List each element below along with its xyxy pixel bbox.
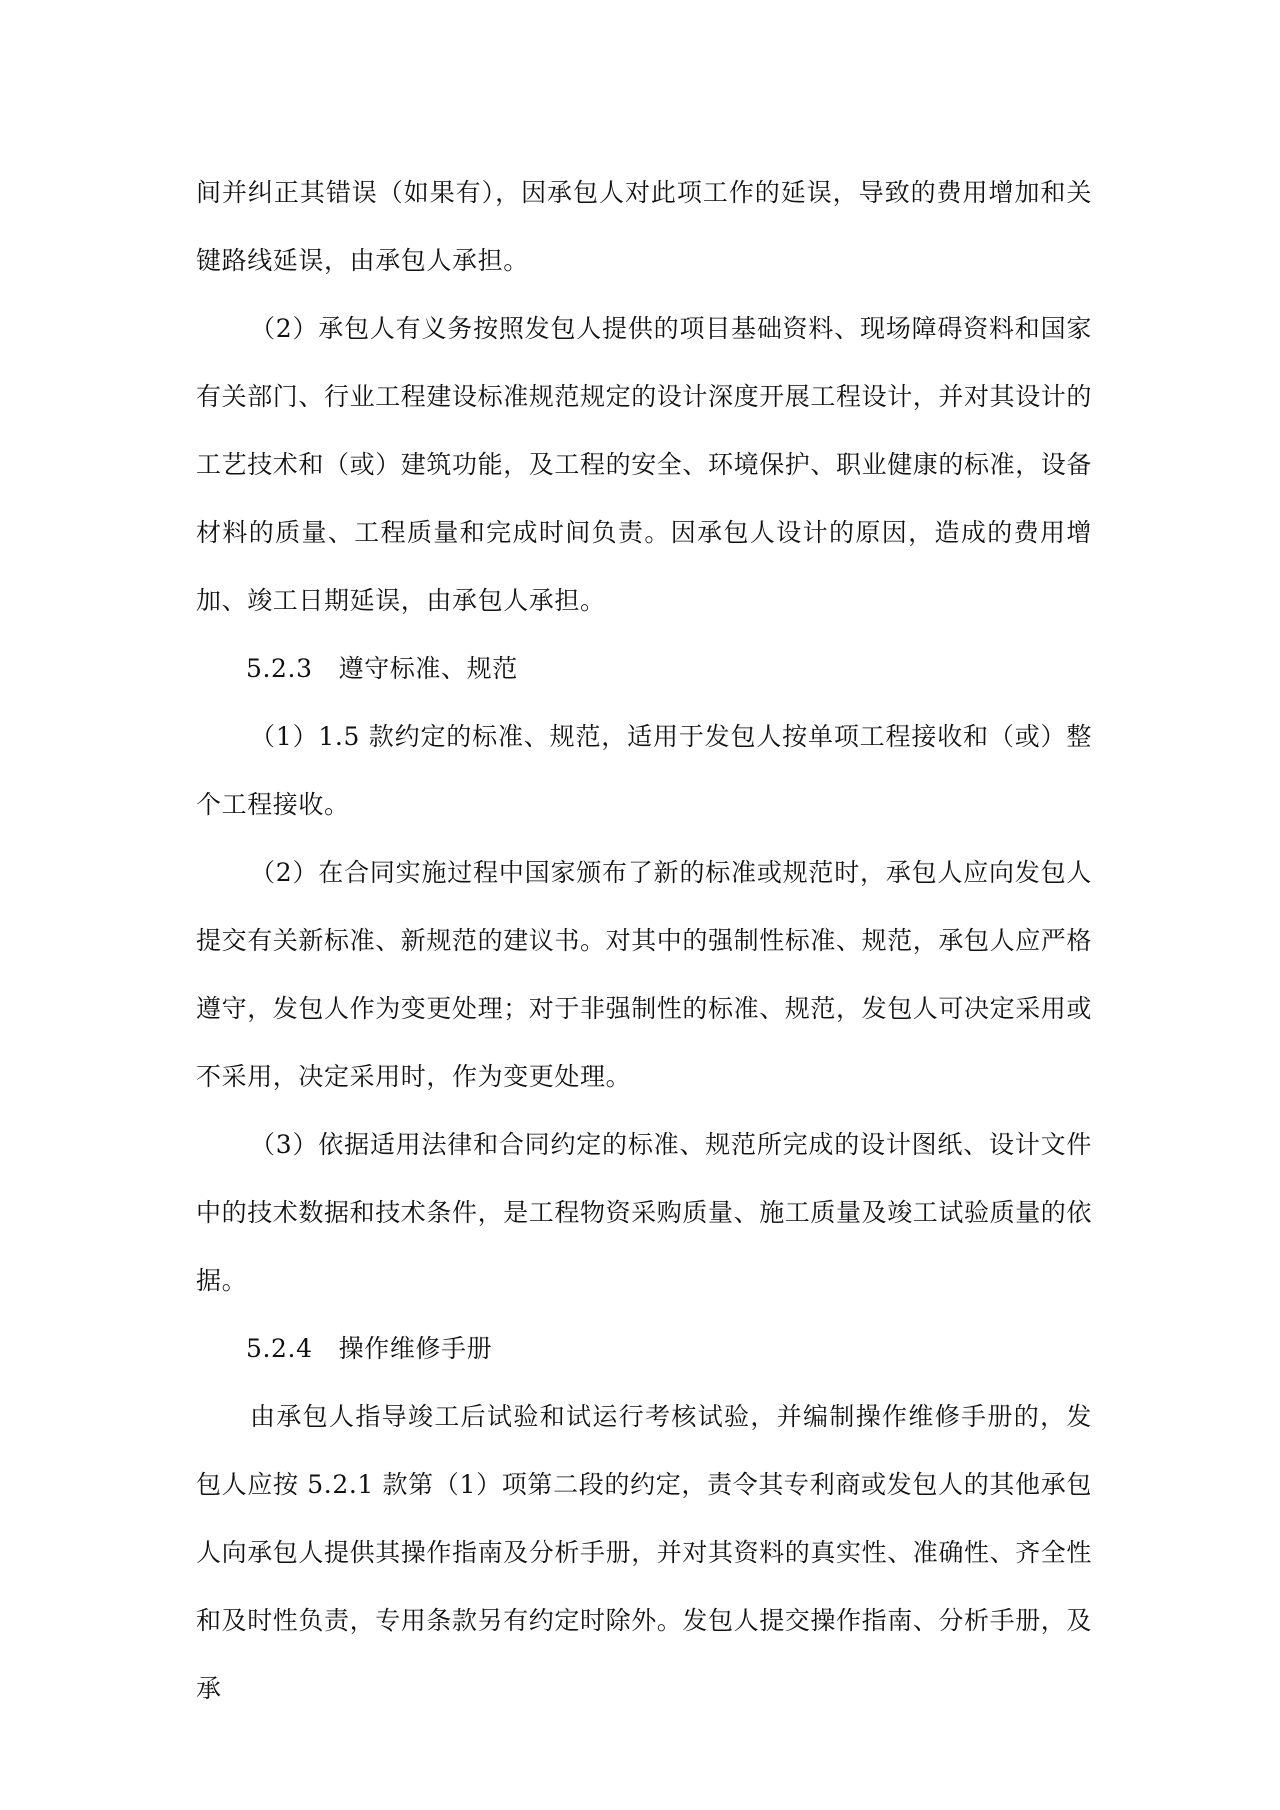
section-title: 操作维修手册 [338, 1334, 493, 1363]
section-number: 5.2.4 [246, 1334, 313, 1363]
section-heading-5-2-4 [196, 1315, 1092, 1383]
paragraph-design-obligation: （2）承包人有义务按照发包人提供的项目基础资料、现场障碍资料和国家有关部门、行业工程建设标准规范规定的设计深度开展工程设计，并对其设计的工艺技术和（或）建筑功能，及工程的安全、环境保护、职业健康的标准，设备材料的质量、工程质量和完成时间负责。因承包人设计的原因，造成的费用增加、竣工日期延误，由承包人承担。 [196, 314, 1093, 615]
paragraph-continuation: 间并纠正其错误（如果有），因承包人对此项工作的延误，导致的费用增加和关键路线延误，由承包人承担。 [196, 178, 1092, 275]
paragraph-manual: 由承包人指导竣工后试验和试运行考核试验，并编制操作维修手册的，发包人应按 5.2.1 款第（1）项第二段的约定，责令其专利商或发包人的其他承包人向承包人提供其操作指南及分析手册，并对其资料的真实性、准确性、齐全性和及时性负责，专用条款另有约定时除外。发包人提交操作指南、分析手册，及承 [196, 1402, 1093, 1703]
section-heading-5-2-3 [196, 635, 1092, 703]
paragraph-standards-2: （2）在合同实施过程中国家颁布了新的标准或规范时，承包人应向发包人提交有关新标准、新规范的建议书。对其中的强制性标准、规范，承包人应严格遵守，发包人作为变更处理；对于非强制性的标准、规范，发包人可决定采用或不采用，决定采用时，作为变更处理。 [196, 858, 1093, 1091]
section-title: 遵守标准、规范 [338, 654, 518, 683]
paragraph-standards-1: （1）1.5 款约定的标准、规范，适用于发包人按单项工程接收和（或）整个工程接收。 [196, 722, 1092, 819]
paragraph-standards-3: （3）依据适用法律和合同约定的标准、规范所完成的设计图纸、设计文件中的技术数据和技术条件，是工程物资采购质量、施工质量及竣工试验质量的依据。 [196, 1130, 1093, 1295]
section-number: 5.2.3 [246, 654, 313, 683]
document-body [196, 159, 1092, 1723]
